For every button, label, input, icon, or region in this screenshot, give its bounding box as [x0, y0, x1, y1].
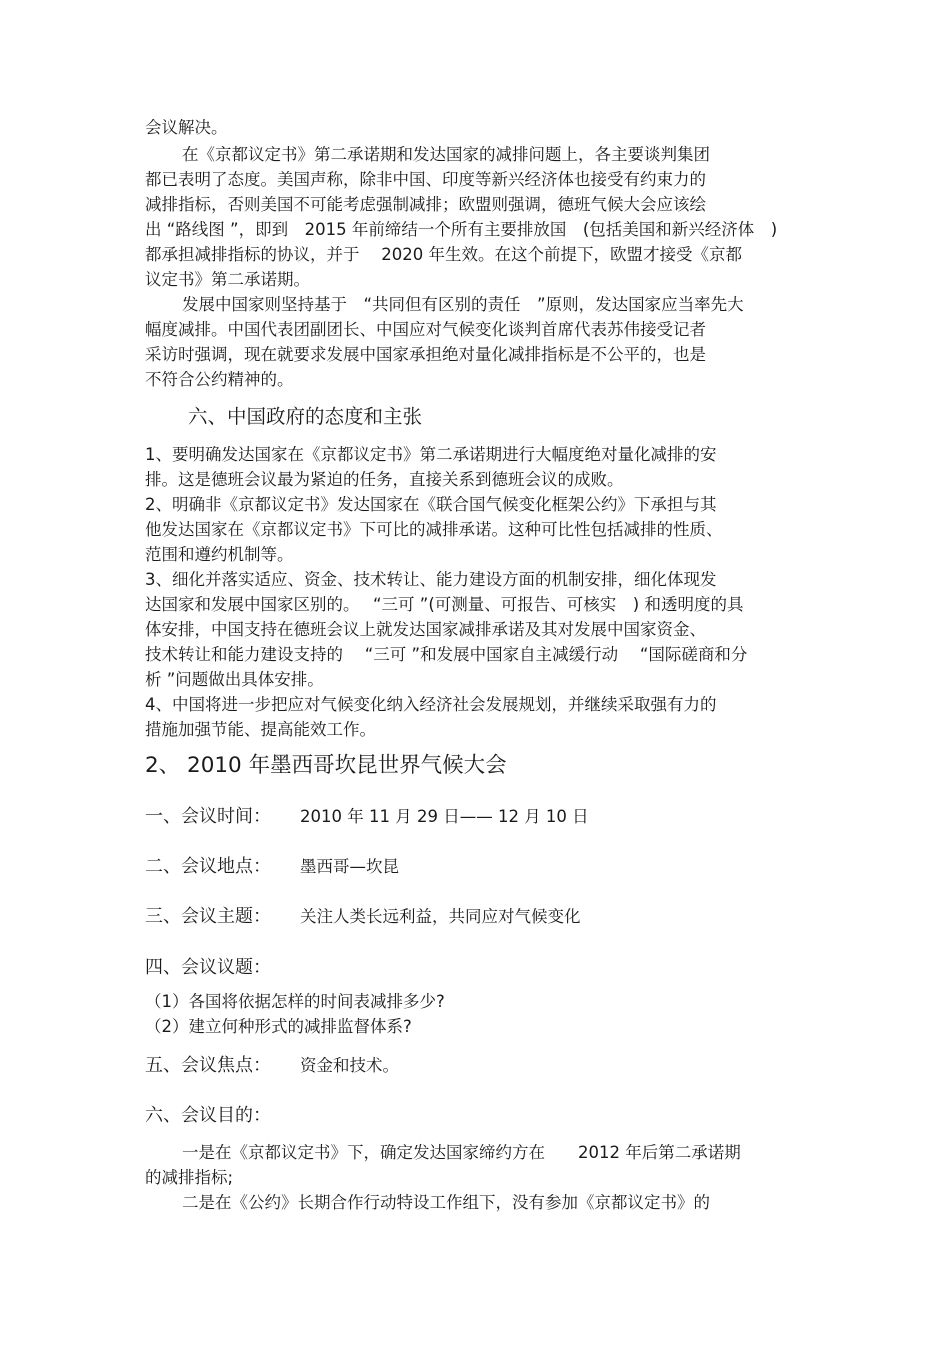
meeting-topics-label: 四、会议议题： — [145, 957, 271, 978]
text-line: 一是在《京都议定书》下，确定发达国家缔约方在 2012 年后第二承诺期 — [182, 1143, 741, 1162]
text-line: 范围和遵约机制等。 — [145, 545, 294, 564]
meeting-time-label: 一、会议时间： — [145, 806, 271, 827]
text-line: 4、中国将进一步把应对气候变化纳入经济社会发展规划，并继续采取强有力的 — [145, 695, 717, 714]
meeting-focus-label: 五、会议焦点： — [145, 1055, 271, 1076]
text-line: 都承担减排指标的协议，并于 2020 年生效。在这个前提下，欧盟才接受《京都 — [145, 245, 742, 264]
text-line: 体安排，中国支持在德班会议上就发达国家减排承诺及其对发展中国家资金、 — [145, 620, 706, 639]
text-line: 减排指标，否则美国不可能考虑强制减排；欧盟则强调，德班气候大会应该绘 — [145, 195, 706, 214]
text-line: 排。这是德班会议最为紧迫的任务，直接关系到德班会议的成败。 — [145, 470, 624, 489]
text-line: 达国家和发展中国家区别的。 “三可 ”(可测量、可报告、可核实 ) 和透明度的具 — [145, 595, 744, 614]
text-line: 他发达国家在《京都议定书》下可比的减排承诺。这种可比性包括减排的性质、 — [145, 520, 723, 539]
text-line: 析 ”问题做出具体安排。 — [145, 670, 324, 689]
meeting-theme-label: 三、会议主题： — [145, 906, 271, 927]
text-line: 1、要明确发达国家在《京都议定书》第二承诺期进行大幅度绝对量化减排的安 — [145, 445, 717, 464]
text-line: 都已表明了态度。美国声称，除非中国、印度等新兴经济体也接受有约束力的 — [145, 170, 706, 189]
meeting-time-value: 2010 年 11 月 29 日—— 12 月 10 日 — [300, 807, 589, 826]
text-line: 幅度减排。中国代表团副团长、中国应对气候变化谈判首席代表苏伟接受记者 — [145, 320, 706, 339]
meeting-theme-value: 关注人类长远利益，共同应对气候变化 — [300, 907, 581, 926]
chapter-heading: 2、 2010 年墨西哥坎昆世界气候大会 — [145, 753, 507, 778]
text-line: 2、明确非《京都议定书》发达国家在《联合国气候变化框架公约》下承担与其 — [145, 495, 717, 514]
text-line: 议定书》第二承诺期。 — [145, 270, 310, 289]
meeting-place-label: 二、会议地点： — [145, 856, 271, 877]
meeting-place-value: 墨西哥—坎昆 — [300, 857, 399, 876]
text-line: 的减排指标; — [145, 1168, 234, 1187]
text-line: 发展中国家则坚持基于 “共同但有区别的责任 ”原则，发达国家应当率先大 — [182, 295, 744, 314]
text-line: 会议解决。 — [145, 118, 228, 137]
text-line: 在《京都议定书》第二承诺期和发达国家的减排问题上，各主要谈判集团 — [182, 145, 710, 164]
meeting-focus-value: 资金和技术。 — [300, 1056, 399, 1075]
topic-item: （1）各国将依据怎样的时间表减排多少? — [145, 992, 445, 1011]
text-line: 二是在《公约》长期合作行动特设工作组下，没有参加《京都议定书》的 — [182, 1193, 710, 1212]
text-line: 措施加强节能、提高能效工作。 — [145, 720, 376, 739]
text-line: 采访时强调，现在就要求发展中国家承担绝对量化减排指标是不公平的，也是 — [145, 345, 706, 364]
text-line: 技术转让和能力建设支持的 “三可 ”和发展中国家自主减缓行动 “国际磋商和分 — [145, 645, 748, 664]
text-line: 出 “路线图 ”，即到 2015 年前缔结一个所有主要排放国 (包括美国和新兴经济体 ) — [145, 220, 778, 239]
text-line: 不符合公约精神的。 — [145, 370, 294, 389]
topic-item: （2）建立何种形式的减排监督体系? — [145, 1017, 412, 1036]
meeting-goals-label: 六、会议目的： — [145, 1105, 271, 1126]
text-line: 3、细化并落实适应、资金、技术转让、能力建设方面的机制安排，细化体现发 — [145, 570, 717, 589]
section-heading: 六、中国政府的态度和主张 — [188, 405, 423, 428]
